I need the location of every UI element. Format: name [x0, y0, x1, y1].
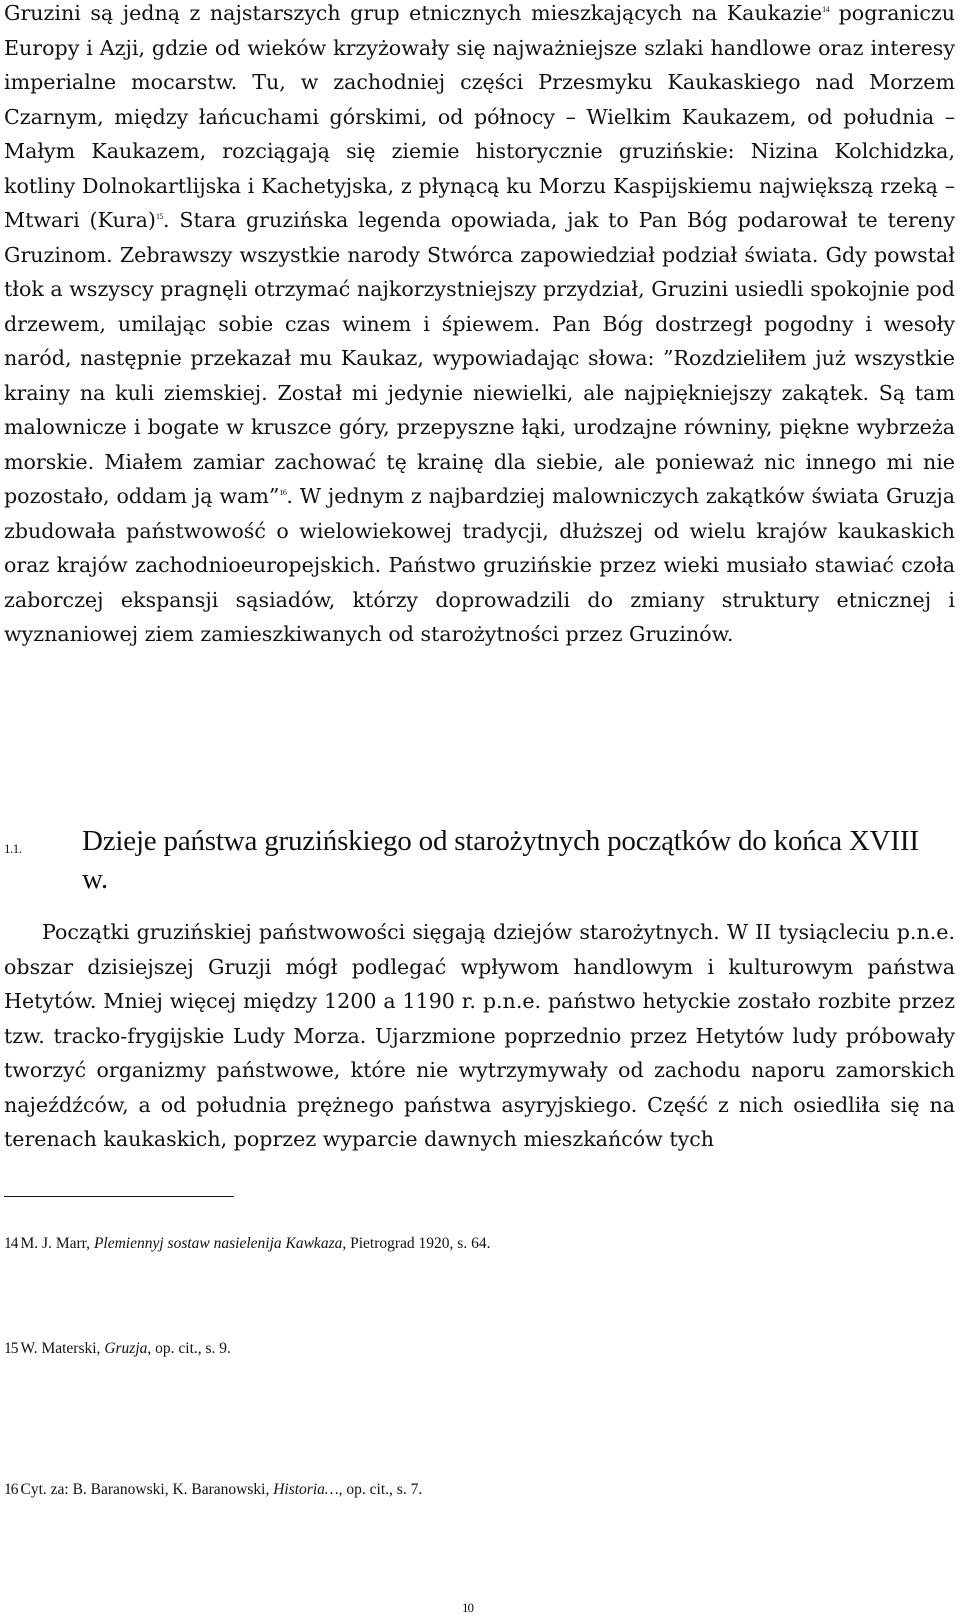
footnote-reference-16[interactable]: 16 — [279, 488, 287, 498]
footnote-reference-15[interactable]: 15 — [155, 212, 163, 222]
footnote-number: 14 — [4, 1235, 18, 1252]
footnote-14 — [4, 1234, 944, 1254]
section-title: Dzieje państwa gruzińskiego od starożytnych początków do końca XVIII w. — [82, 825, 919, 895]
footnote-15 — [4, 1339, 944, 1359]
footnote-text: Cyt. za: B. Baranowski, K. Baranowski, — [20, 1481, 274, 1498]
footnote-title: Plemiennyj sostaw nasielenija Kawkaza — [93, 1235, 343, 1252]
footnote-text: , Pietrograd 1920, s. 64. — [342, 1235, 491, 1252]
footnote-number: 16 — [4, 1481, 18, 1498]
footnote-text: , op. cit., s. 7. — [338, 1481, 423, 1498]
footnote-text: M. J. Marr, — [20, 1235, 94, 1252]
footnote-text: , op. cit., s. 9. — [147, 1340, 231, 1357]
footnote-reference-14[interactable]: 14 — [822, 5, 830, 15]
paragraph-text: Gruzini są jedną z najstarszych grup etnicznych mieszkających na Kaukazie — [4, 1, 823, 25]
paragraph-text: pograniczu Europy i Azji, gdzie od wieków krzyżowały się najważniejsze szlaki handlowe oraz interesy imperialne mocarstw. Tu, w zachodniej części Przesmyku Kaukaskiego nad Morzem Czarnym, między łańcuchami górskimi, od północy – Wielkim Kaukazem, od południa – Małym Kaukazem, rozciągają się ziemie historycznie gruzińskie: Nizina Kolchidzka, kotliny Dolnokartlijska i Kachetyjska, z płynącą ku Morzu Kaspijskiemu największą rzeką – Mtwari (Kura) — [4, 1, 955, 232]
footnote-title: Historia… — [273, 1481, 339, 1498]
footnote-title: Gruzja — [104, 1340, 148, 1357]
footnote-separator — [4, 1196, 234, 1197]
footnote-number: 15 — [4, 1340, 18, 1357]
body-paragraph-2: Początki gruzińskiej państwowości sięgają dziejów starożytnych. W II tysiącleciu p.n.e. obszar dzisiejszej Gruzji mógł podlegać wpływom handlowym i kulturowym państwa Hetytów. Mniej więcej między 1200 a 1190 r. p.n.e. państwo hetyckie zostało rozbite przez tzw. tracko-frygijskie Ludy Morza. Ujarzmione poprzednio przez Hetytów ludy próbowały tworzyć organizmy państwowe, które nie wytrzymywały od zachodu naporu zamorskich najeźdźców, a od południa prężnego państwa asyryjskiego. Część z nich osiedliła się na terenach kaukaskich, poprzez wyparcie dawnych mieszkańców tych — [4, 920, 955, 1151]
paragraph-text: . Stara gruzińska legenda opowiada, jak to Pan Bóg podarował te tereny Gruzinom. Zebrawszy wszystkie narody Stwórca zapowiedział podział świata. Gdy powstał tłok a wszyscy pragnęli otrzymać najkorzystniejszy przydział, Gruzini usiedli spokojnie pod drzewem, umilając sobie czas winem i śpiewem. Pan Bóg dostrzegł pogodny i wesoły naród, następnie przekazał mu Kaukaz, wypowiadając słowa: ”Rozdzieliłem już wszystkie krainy na kuli ziemskiej. Został mi jedynie niewielki, ale najpiękniejszy zakątek. Są tam malownicze i bogate w kruszce góry, przepyszne łąki, urodzajne równiny, piękne wybrzeża morskie. Miałem zamiar zachować tę krainę dla siebie, ale ponieważ nic innego mi nie pozostało, oddam ją wam” — [4, 208, 955, 508]
footnote-text: W. Materski, — [20, 1340, 105, 1357]
paragraph-text: . W jednym z najbardziej malowniczych zakątków świata Gruzja zbudowała państwowość o wielowiekowej tradycji, dłuższej od wielu krajów kaukaskich oraz krajów zachodnioeuropejskich. Państwo gruzińskie przez wieki musiało stawiać czoła zaborczej ekspansji sąsiadów, którzy doprowadzili do zmiany struktury etnicznej i wyznaniowej ziem zamieszkiwanych od starożytności przez Gruzinów. — [4, 484, 956, 646]
section-number: 1.1. — [4, 841, 22, 856]
page-number: 10 — [462, 1600, 473, 1615]
body-paragraph-1 — [4, 0, 955, 652]
footnote-16 — [4, 1480, 944, 1500]
